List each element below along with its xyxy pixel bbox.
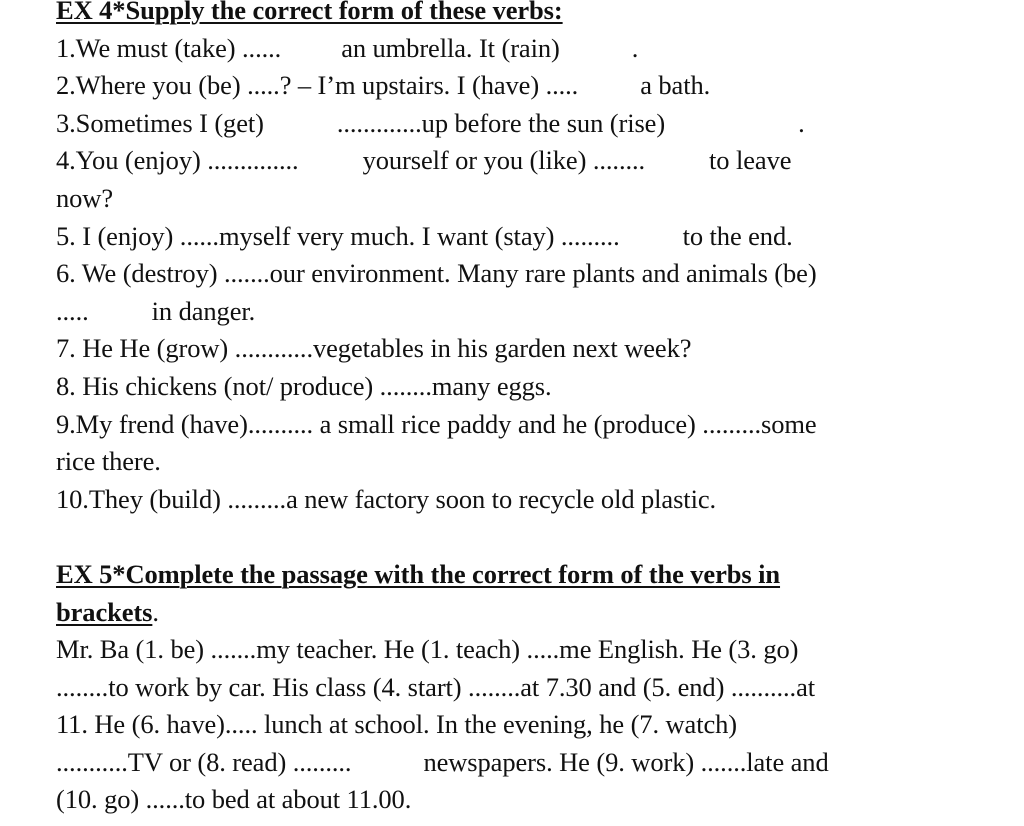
- item-1-part-a: 1.We must (take) ......: [56, 32, 282, 63]
- ex5-line-5-text: (10. go) ......to bed at about 11.00.: [56, 784, 412, 815]
- item-3-part-a: 3.Sometimes I (get): [56, 107, 264, 138]
- ex4-item-4: [56, 142, 996, 180]
- ex5-heading-text-2: brackets: [56, 596, 153, 627]
- ex4-item-6: [56, 255, 996, 293]
- item-2-part-a: 2.Where you (be) .....? – I’m upstairs. I (have) .....: [56, 70, 579, 101]
- ex5-heading-period: .: [152, 596, 159, 627]
- ex5-line-4: [56, 744, 996, 782]
- ex5-line-1-text: Mr. Ba (1. be) .......my teacher. He (1. teach) .....me English. He (3. go): [56, 634, 799, 665]
- ex4-item-7: [56, 330, 996, 368]
- ex5-line-1: [56, 631, 996, 669]
- ex4-item-1: [56, 30, 996, 68]
- ex5-heading-line-2: [56, 594, 996, 632]
- item-4-continuation: now?: [56, 182, 113, 213]
- item-4-part-b: yourself or you (like) ........: [362, 145, 646, 176]
- item-7-text: 7. He He (grow) ............vegetables in his garden next week?: [56, 333, 692, 364]
- ex4-item-8: [56, 368, 996, 406]
- ex5-line-3: [56, 706, 996, 744]
- item-4-part-c: to leave: [709, 145, 792, 176]
- ex4-heading-text: EX 4*Supply the correct form of these verbs:: [56, 0, 563, 25]
- item-9-continuation: rice there.: [56, 446, 161, 477]
- item-2-part-b: a bath.: [640, 70, 711, 101]
- item-3-part-b: .............up before the sun (rise): [336, 107, 666, 138]
- ex4-item-9-cont: [56, 443, 996, 481]
- ex4-item-6-cont: [56, 293, 996, 331]
- ex5-heading-line-1: [56, 556, 996, 594]
- ex4-item-3: [56, 105, 996, 143]
- ex5-line-2: [56, 669, 996, 707]
- ex4-heading: [56, 0, 996, 30]
- section-spacer: [56, 518, 996, 556]
- ex4-item-5: [56, 218, 996, 256]
- item-5-part-b: to the end.: [682, 220, 793, 251]
- item-3-part-c: .: [798, 107, 805, 138]
- item-4-part-a: 4.You (enjoy) ..............: [56, 145, 299, 176]
- item-5-part-a: 5. I (enjoy) ......myself very much. I want (stay) .........: [56, 220, 620, 251]
- ex5-line-5: [56, 781, 996, 819]
- item-1-part-c: .: [631, 32, 639, 63]
- ex4-item-2: [56, 67, 996, 105]
- worksheet-page: [56, 0, 996, 819]
- item-8-text: 8. His chickens (not/ produce) ........many eggs.: [56, 370, 552, 401]
- item-1-part-b: an umbrella. It (rain): [341, 32, 560, 63]
- ex5-heading-text-1: EX 5*Complete the passage with the correct form of the verbs in: [56, 558, 781, 589]
- ex4-item-10: [56, 481, 996, 519]
- item-6-cont-part-b: in danger.: [151, 295, 256, 326]
- ex5-line-4-part-a: ...........TV or (8. read) .........: [56, 746, 352, 777]
- ex5-line-3-text: 11. He (6. have)..... lunch at school. In the evening, he (7. watch): [56, 709, 737, 740]
- ex5-line-2-text: ........to work by car. His class (4. start) ........at 7.30 and (5. end) ..........at: [56, 671, 816, 702]
- item-6-cont-part-a: .....: [56, 295, 89, 326]
- ex4-item-9: [56, 406, 996, 444]
- item-9-text: 9.My frend (have).......... a small rice paddy and he (produce) .........some: [56, 408, 817, 439]
- item-10-text: 10.They (build) .........a new factory soon to recycle old plastic.: [56, 483, 717, 514]
- ex4-item-4-cont: [56, 180, 996, 218]
- item-6-part-a: 6. We (destroy) .......our environment. Many rare plants and animals (be): [56, 258, 817, 289]
- ex5-line-4-part-b: newspapers. He (9. work) .......late and: [423, 746, 829, 777]
